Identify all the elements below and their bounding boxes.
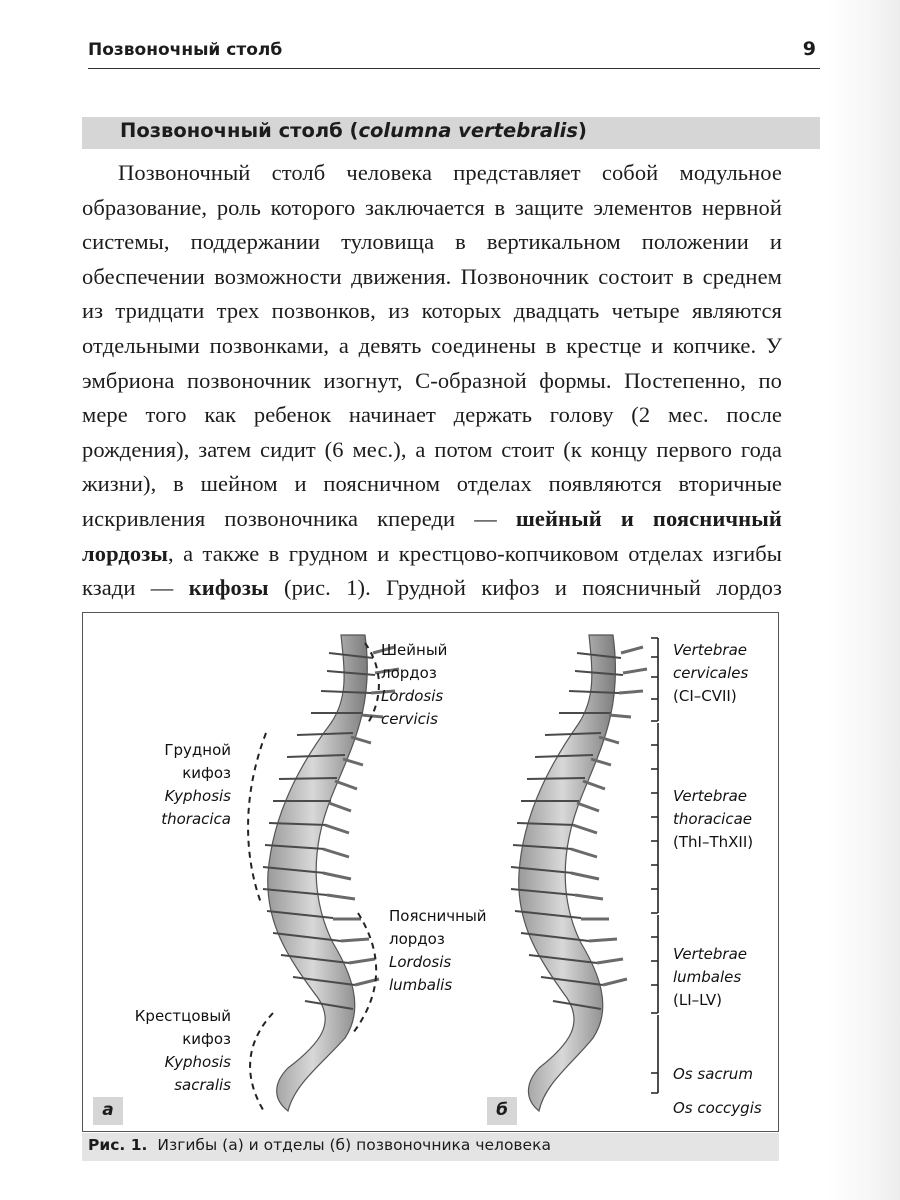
thoracic-b-line2: thoracicae xyxy=(673,810,753,828)
lumbar-b-line1: Vertebrae xyxy=(673,945,747,963)
sacrum-text: Os sacrum xyxy=(673,1065,753,1083)
caption-number: Рис. 1. xyxy=(88,1136,148,1154)
term-kyphoses: кифозы xyxy=(188,575,269,601)
sacral-kyphosis-arc xyxy=(250,1013,273,1113)
paragraph-text-3: (рис. 1). Грудной кифоз и поясничный лордоз xyxy=(283,575,782,601)
sacral-ru-line2: кифоз xyxy=(182,1030,231,1048)
thoracic-la-line1: Kyphosis xyxy=(164,787,231,805)
figure-spine xyxy=(82,612,779,1132)
lumbar-range: (LI–LV) xyxy=(673,991,722,1009)
label-thoracic-vertebrae xyxy=(673,785,753,854)
lumbar-la-line2: lumbalis xyxy=(389,976,453,994)
paragraph-text-1: Позвоночный столб человека представляет собой модульное образование, роль которого заключается в защите элементов нервной системы, поддержании туловища в вертикальном положении и обеспечении возможности движения. Позвоночник состоит в среднем из тридцати трех позвонков, из которых двадцать четыре являются отдельными позвонками, а девять соединены в крестце и копчике. У эмбриона позвоночник изогнут, С-образной формы. Постепенно, по мере того как ребенок начинает держать голову (2 мес. после рождения), затем сидит (6 мес.), а потом стоит (к концу первого года жизни), в шейном и поясничном отделах появляются вторичные искривления позвоночника кпереди — xyxy=(82,160,782,531)
thoracic-b-line1: Vertebrae xyxy=(673,787,747,805)
region-brackets xyxy=(651,638,658,1093)
page-number: 9 xyxy=(802,38,816,60)
section-title xyxy=(120,119,587,142)
label-lumbar-vertebrae xyxy=(673,943,747,1012)
label-os-coccygis xyxy=(673,1097,762,1120)
label-sacral-kyphosis xyxy=(123,1005,231,1097)
label-cervical-vertebrae xyxy=(673,639,748,708)
cervical-range: (CI–CVII) xyxy=(673,687,737,705)
panel-b-tag: б xyxy=(487,1097,517,1125)
section-title-latin: columna vertebralis xyxy=(358,119,578,142)
sacral-la-line2: sacralis xyxy=(174,1076,231,1094)
lumbar-ru-line2: лордоз xyxy=(389,930,445,948)
thoracic-kyphosis-arc xyxy=(248,733,266,903)
paragraph-text-2: , а также в грудном и крестцово-копчиковом отделах изгибы кзади — xyxy=(82,540,782,601)
coccyx-text: Os coccygis xyxy=(673,1099,762,1117)
label-os-sacrum xyxy=(673,1063,753,1086)
running-title: Позвоночный столб xyxy=(88,40,283,60)
lumbar-b-line2: lumbales xyxy=(673,968,742,986)
thoracic-ru-line1: Грудной xyxy=(164,741,231,759)
cervical-b-line2: cervicales xyxy=(673,664,749,682)
lumbar-ru-line1: Поясничный xyxy=(389,907,487,925)
spine-b-drawing xyxy=(511,635,647,1111)
lumbar-la-line1: Lordosis xyxy=(389,953,452,971)
panel-a-tag: а xyxy=(93,1097,123,1125)
section-title-text: Позвоночный столб ( xyxy=(120,119,359,142)
section-title-close: ) xyxy=(577,119,587,142)
sacral-la-line1: Kyphosis xyxy=(164,1053,231,1071)
cervical-ru-line2: лордоз xyxy=(381,664,437,682)
cervical-ru-line1: Шейный xyxy=(381,641,448,659)
running-header xyxy=(88,38,820,69)
cervical-b-line1: Vertebrae xyxy=(673,641,747,659)
figure-caption xyxy=(88,1136,551,1154)
label-cervical-lordosis xyxy=(381,639,447,731)
label-lumbar-lordosis xyxy=(389,905,487,997)
spine-a-drawing xyxy=(263,635,399,1111)
cervical-la-line1: Lordosis xyxy=(381,687,444,705)
lumbar-lordosis-arc xyxy=(353,913,376,1033)
caption-text: Изгибы (а) и отделы (б) позвоночника человека xyxy=(157,1136,551,1154)
thoracic-range: (ThI–ThXII) xyxy=(673,833,754,851)
thoracic-ru-line2: кифоз xyxy=(182,764,231,782)
thoracic-la-line2: thoracica xyxy=(161,810,231,828)
page-edge-shadow xyxy=(828,0,900,1200)
term-lordoses: шейный и поясничный лордозы xyxy=(82,505,782,566)
sacral-ru-line1: Крестцовый xyxy=(134,1007,231,1025)
cervical-la-line2: cervicis xyxy=(381,710,438,728)
label-thoracic-kyphosis xyxy=(155,739,231,831)
body-paragraph xyxy=(82,156,782,640)
